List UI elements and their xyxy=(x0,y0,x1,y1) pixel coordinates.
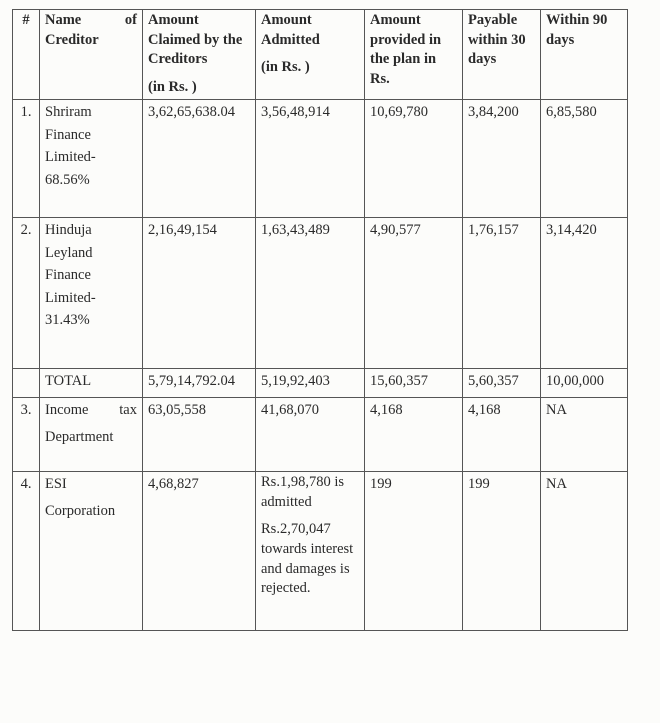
header-payable-30-days: Payable within 30 days xyxy=(463,10,541,100)
total-admitted: 5,19,92,403 xyxy=(256,369,365,398)
total-claimed: 5,79,14,792.04 xyxy=(143,369,256,398)
creditor-name xyxy=(40,100,143,218)
header-row xyxy=(13,10,628,100)
table-row xyxy=(13,398,628,472)
amount-claimed: 2,16,49,154 xyxy=(143,218,256,369)
header-name-line1 xyxy=(45,11,137,31)
amount-provided: 10,69,780 xyxy=(365,100,463,218)
creditor-name-line: Shriram xyxy=(45,104,92,121)
payable-30-days: 199 xyxy=(463,472,541,631)
within-90-days: 6,85,580 xyxy=(541,100,628,218)
total-within-90-days: 10,00,000 xyxy=(541,369,628,398)
admitted-part: Rs.1,98,780 is admitted xyxy=(261,474,344,510)
total-label: TOTAL xyxy=(40,369,143,398)
table-row xyxy=(13,100,628,218)
creditor-name-line: Leyland xyxy=(45,244,93,261)
amount-admitted: 41,68,070 xyxy=(256,398,365,472)
total-provided: 15,60,357 xyxy=(365,369,463,398)
header-claimed-unit: (in Rs. ) xyxy=(148,78,197,95)
creditor-name-line: Corporation xyxy=(45,502,116,519)
header-name-line2: Creditor xyxy=(45,31,99,48)
creditor-name-line: Finance xyxy=(45,267,91,284)
table-row xyxy=(13,218,628,369)
creditor-name xyxy=(40,218,143,369)
header-claimed-label: Amount Claimed by the Creditors xyxy=(148,12,243,68)
within-90-days: 3,14,420 xyxy=(541,218,628,369)
creditor-name-line: Department xyxy=(45,428,114,445)
header-within-90-days: Within 90 days xyxy=(541,10,628,100)
amount-claimed: 63,05,558 xyxy=(143,398,256,472)
header-number: # xyxy=(13,10,40,100)
creditor-name xyxy=(40,398,143,472)
header-amount-provided: Amount provided in the plan in Rs. xyxy=(365,10,463,100)
header-creditor-name xyxy=(40,10,143,100)
payable-30-days: 4,168 xyxy=(463,398,541,472)
total-row xyxy=(13,369,628,398)
creditor-name-word: Income xyxy=(45,402,89,419)
rejected-part: Rs.2,70,047 towards interest and damages is rejected. xyxy=(261,521,354,597)
header-name-word2: of xyxy=(124,12,137,28)
creditor-name-line: Limited- xyxy=(45,289,96,306)
creditor-name-line: Limited- xyxy=(45,149,96,166)
within-90-days: NA xyxy=(541,472,628,631)
within-90-days: NA xyxy=(541,398,628,472)
header-admitted-label: Amount Admitted xyxy=(261,12,320,48)
creditor-name-line: 68.56% xyxy=(45,171,90,188)
total-payable-30-days: 5,60,357 xyxy=(463,369,541,398)
row-number: 4. xyxy=(13,472,40,631)
amount-admitted: 3,56,48,914 xyxy=(256,100,365,218)
creditor-name-line: Finance xyxy=(45,126,91,143)
amount-admitted-note xyxy=(256,472,365,631)
row-number xyxy=(13,369,40,398)
header-amount-claimed xyxy=(143,10,256,100)
amount-provided: 4,168 xyxy=(365,398,463,472)
creditor-name-line: Hinduja xyxy=(45,222,92,239)
creditor-name-line: 31.43% xyxy=(45,312,90,329)
amount-provided: 4,90,577 xyxy=(365,218,463,369)
payable-30-days: 1,76,157 xyxy=(463,218,541,369)
header-name-word1: Name xyxy=(45,12,82,28)
amount-provided: 199 xyxy=(365,472,463,631)
table-row xyxy=(13,472,628,631)
amount-admitted: 1,63,43,489 xyxy=(256,218,365,369)
payable-30-days: 3,84,200 xyxy=(463,100,541,218)
creditors-table xyxy=(12,9,628,631)
header-admitted-unit: (in Rs. ) xyxy=(261,59,310,76)
row-number: 3. xyxy=(13,398,40,472)
creditor-name xyxy=(40,472,143,631)
creditor-name-word: tax xyxy=(119,402,137,419)
creditor-name-line: ESI xyxy=(45,476,67,493)
row-number: 2. xyxy=(13,218,40,369)
header-amount-admitted xyxy=(256,10,365,100)
row-number: 1. xyxy=(13,100,40,218)
amount-claimed: 4,68,827 xyxy=(143,472,256,631)
creditor-name-line xyxy=(45,399,137,421)
amount-claimed: 3,62,65,638.04 xyxy=(143,100,256,218)
